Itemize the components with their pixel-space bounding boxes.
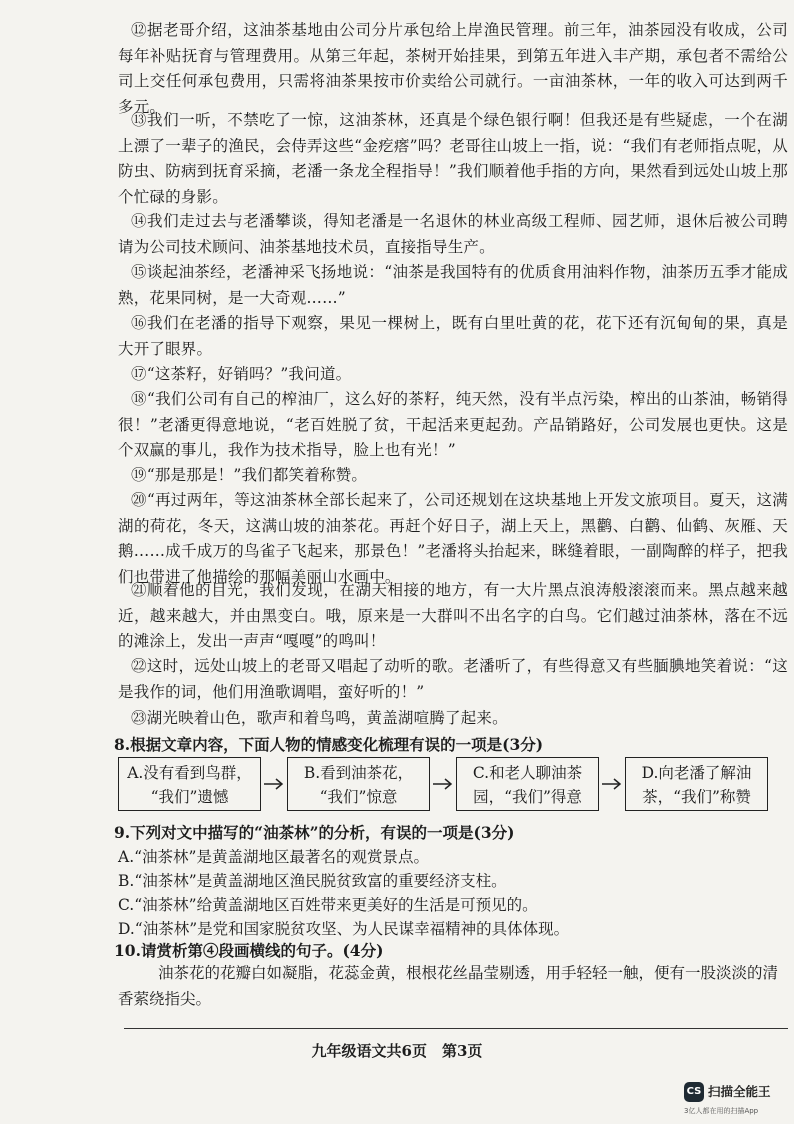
option-box-d: [625, 757, 768, 811]
emotion-flowchart: [118, 757, 788, 813]
option-d-line1: D.向老潘了解油: [641, 764, 752, 782]
watermark-app-name: 扫描全能王: [708, 1084, 771, 1099]
paragraph-23: ㉓湖光映着山色，歌声和着鸟鸣，黄盖湖喧腾了起来。: [131, 709, 508, 727]
watermark-tagline: 3亿人都在用的扫描App: [684, 1107, 759, 1115]
option-c-line1: C.和老人聊油茶: [472, 764, 583, 782]
camscanner-logo-icon: CS: [684, 1082, 704, 1102]
question-9-option-b: B.“油茶林”是黄盖湖地区渔民脱贫致富的重要经济支柱。: [118, 872, 507, 890]
option-b-line2: “我们”惊意: [319, 788, 398, 806]
arrow-right-icon: [432, 775, 454, 793]
question-8-stem: 8.根据文章内容，下面人物的情感变化梳理有误的一项是(3分): [114, 735, 544, 754]
paragraph-20: ⑳“再过两年，等这油茶林全部长起来了，公司还规划在这块基地上开发文旅项目。夏天，这满湖的荷花，冬天，这满山坡的油茶花。再赶个好日子，湖上天上，黑鹳、白鹳、仙鹤、灰雁、天鹅……成千成万的鸟雀子飞起来，那景色！”老潘将头抬起来，眯缝着眼，一副陶醉的样子，把我们也带进了他描绘的那幅美丽山水画中。: [118, 491, 788, 586]
option-d-line2: 茶，“我们”称赞: [642, 788, 751, 806]
page-footer: 九年级语文共6页 第3页: [311, 1042, 483, 1060]
arrow-right-icon: [601, 775, 623, 793]
paragraph-16: ⑯我们在老潘的指导下观察，果见一棵树上，既有白里吐黄的花，花下还有沉甸甸的果，真是大开了眼界。: [118, 314, 788, 358]
paragraph-17: ⑰“这茶籽，好销吗？”我问道。: [131, 365, 352, 383]
arrow-right-icon: [263, 775, 285, 793]
paragraph-13: ⑬我们一听，不禁吃了一惊，这油茶林，还真是个绿色银行啊！但我还是有些疑虑，一个在湖上漂了一辈子的渔民，会侍弄这些“金疙瘩”吗？老哥往山坡上一指，说：“我们有老师指点呢，从防虫、防病到抚育采摘，老潘一条龙全程指导！”我们顺着他手指的方向，果然看到远处山坡上那个忙碌的身影。: [118, 111, 788, 206]
paragraph-22: ㉒这时，远处山坡上的老哥又唱起了动听的歌。老潘听了，有些得意又有些腼腆地笑着说：“这是我作的词，他们用渔歌调唱，蛮好听的！”: [118, 657, 788, 701]
paragraph-21: ㉑顺着他的目光，我们发现，在湖天相接的地方，有一大片黑点浪涛般滚滚而来。黑点越来越近，越来越大，并由黑变白。哦，原来是一大群叫不出名字的白鸟。它们越过油茶林，落在不远的滩涂上，发出一声声“嘎嘎”的鸣叫！: [118, 581, 788, 650]
paragraph-14: ⑭我们走过去与老潘攀谈，得知老潘是一名退休的林业高级工程师、园艺师，退休后被公司聘请为公司技术顾问、油茶基地技术员，直接指导生产。: [118, 212, 788, 256]
paragraph-18: ⑱“我们公司有自己的榨油厂，这么好的茶籽，纯天然，没有半点污染，榨出的山茶油，畅销得很！”老潘更得意地说，“老百姓脱了贫，干起活来更起劲。产品销路好，公司发展也更快。这是个双赢的事儿，我作为技术指导，脸上也有光！”: [118, 390, 788, 459]
question-10-quote: 油茶花的花瓣白如凝脂，花蕊金黄，根根花丝晶莹剔透，用手轻轻一触，便有一股淡淡的清香萦绕指尖。: [118, 964, 779, 1008]
option-b-line1: B.看到油茶花，: [303, 764, 414, 782]
question-9-option-c: C.“油茶林”给黄盖湖地区百姓带来更美好的生活是可预见的。: [118, 896, 538, 914]
option-c-line2: 园，“我们”得意: [473, 788, 582, 806]
option-a-line2: “我们”遗憾: [150, 788, 229, 806]
option-box-b: [287, 757, 430, 811]
paragraph-12: ⑫据老哥介绍，这油茶基地由公司分片承包给上岸渔民管理。前三年，油茶园没有收成，公司每年补贴抚育与管理费用。从第三年起，茶树开始挂果，到第五年进入丰产期，承包者不需给公司上交任何承包费用，只需将油茶果按市价卖给公司就行。一亩油茶林，一年的收入可达到两千多元。: [118, 21, 788, 116]
footer-divider: [124, 1028, 788, 1029]
paragraph-19: ⑲“那是那是！”我们都笑着称赞。: [131, 466, 368, 484]
question-9-stem: 9.下列对文中描写的“油茶林”的分析，有误的一项是(3分): [114, 823, 515, 842]
option-box-a: [118, 757, 261, 811]
question-10-stem: 10.请赏析第④段画横线的句子。(4分): [114, 941, 384, 960]
question-9-option-d: D.“油茶林”是党和国家脱贫攻坚、为人民谋幸福精神的具体体现。: [118, 920, 570, 938]
option-a-line1: A.没有看到鸟群，: [127, 764, 252, 782]
option-box-c: [456, 757, 599, 811]
paragraph-15: ⑮谈起油茶经，老潘神采飞扬地说：“油茶是我国特有的优质食用油料作物，油茶历五季才能成熟，花果同树，是一大奇观……”: [118, 263, 788, 307]
scanner-watermark: [684, 1080, 788, 1120]
question-9-option-a: A.“油茶林”是黄盖湖地区最著名的观赏景点。: [118, 848, 429, 866]
